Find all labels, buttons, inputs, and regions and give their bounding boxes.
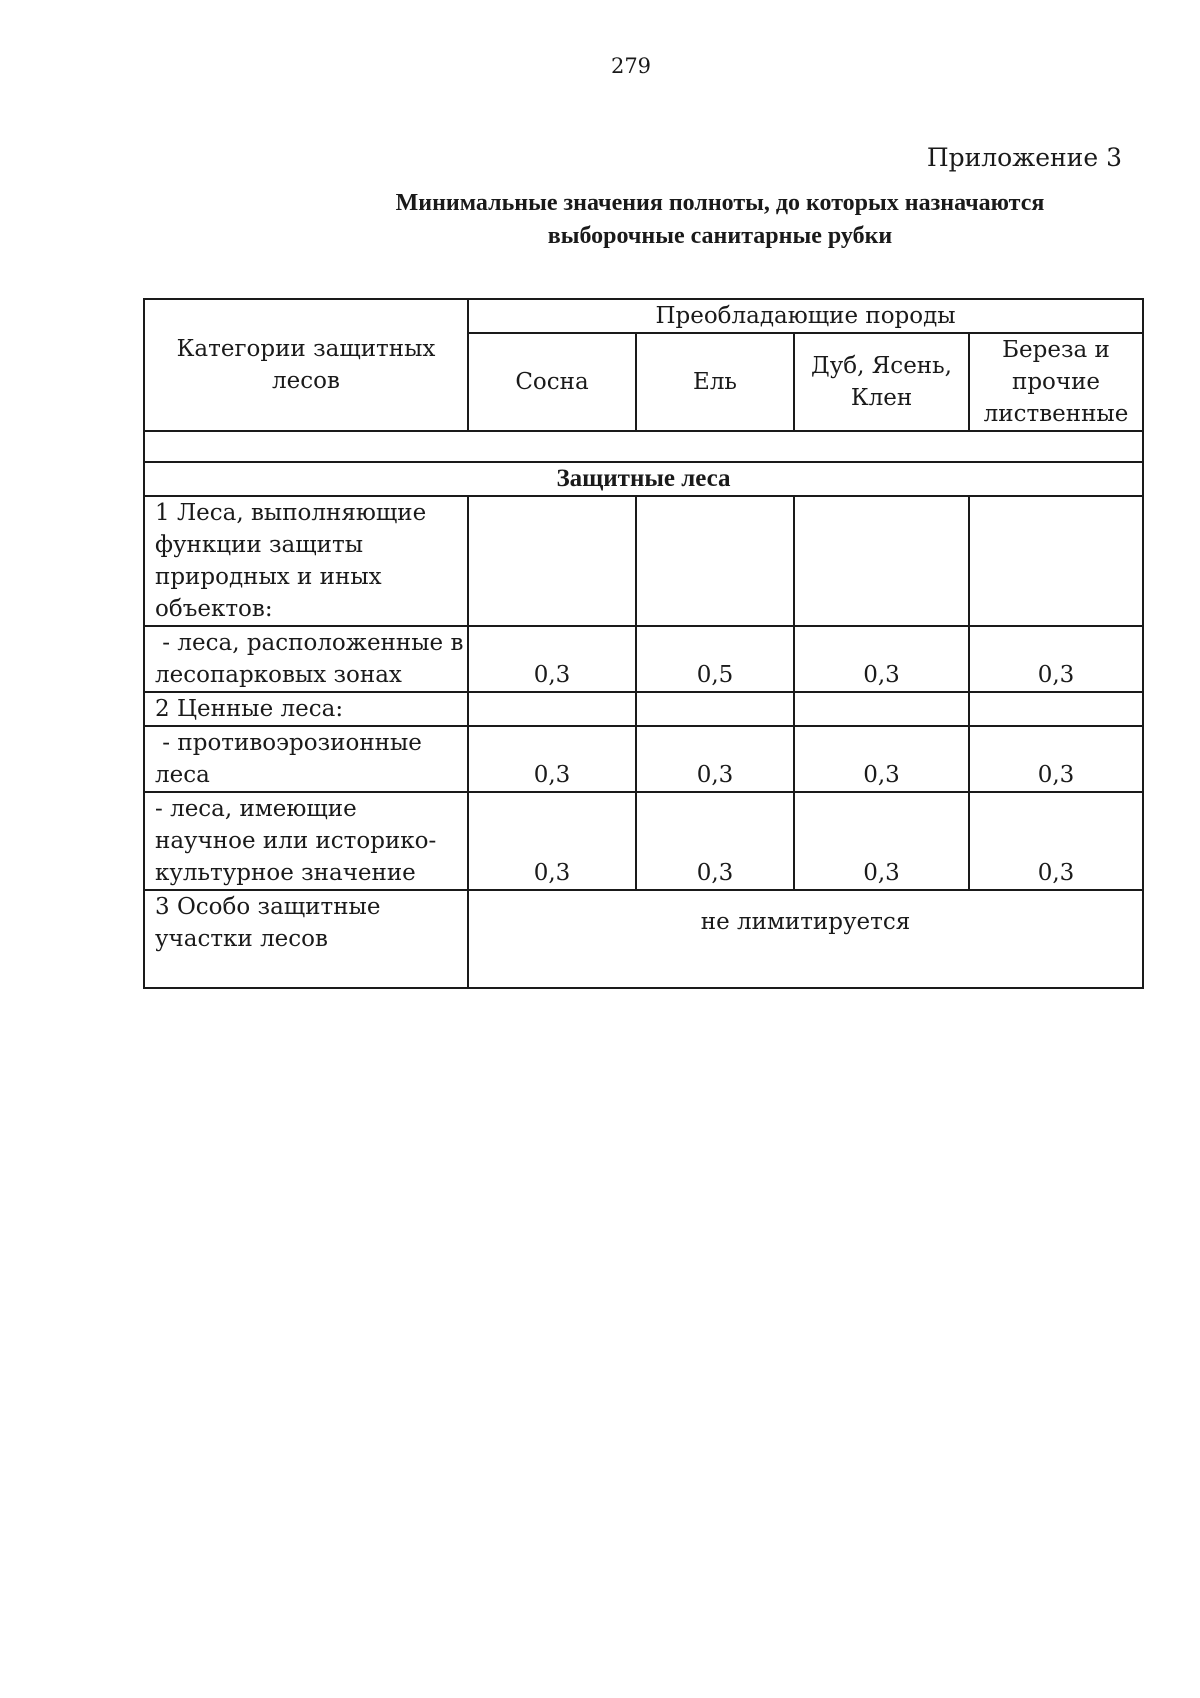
value-cell <box>969 692 1143 726</box>
table-row <box>144 792 1143 890</box>
species-group-header: Преобладающие породы <box>468 299 1143 333</box>
column-header-line: лиственные <box>983 401 1129 427</box>
value-cell <box>636 692 794 726</box>
column-header-line: Сосна <box>515 369 589 395</box>
row-label-line: природных и иных <box>155 564 382 590</box>
row-label-line: леса <box>155 762 210 788</box>
appendix-label: Приложение 3 <box>926 143 1122 172</box>
value-cell: 0,3 <box>468 726 636 792</box>
value-cell: 0,3 <box>636 792 794 890</box>
column-header-spruce <box>636 333 794 431</box>
row-label-line: - противоэрозионные <box>155 730 422 756</box>
row-label-line: участки лесов <box>155 926 328 952</box>
row-label <box>144 692 468 726</box>
value-cell: 0,3 <box>794 726 969 792</box>
row-label <box>144 496 468 626</box>
value-cell: 0,3 <box>468 626 636 692</box>
row-label-line: лесопарковых зонах <box>155 662 402 688</box>
column-header-line: Береза и <box>1002 337 1110 363</box>
empty-spacer-row <box>144 431 1143 462</box>
value-cell: 0,3 <box>969 792 1143 890</box>
value-cell <box>794 692 969 726</box>
value-cell: 0,3 <box>636 726 794 792</box>
row-label-line: 2 Ценные леса: <box>155 696 344 722</box>
value-cell: 0,3 <box>794 626 969 692</box>
row-label-line: 3 Особо защитные <box>155 894 381 920</box>
row-label-line: 1 Леса, выполняющие <box>155 500 427 526</box>
table-row <box>144 692 1143 726</box>
value-cell: 0,3 <box>794 792 969 890</box>
document-title <box>230 187 1200 253</box>
table-row <box>144 496 1143 626</box>
column-header-line: Ель <box>693 369 737 395</box>
category-header-line: Категории защитных <box>176 336 436 362</box>
value-cell <box>468 692 636 726</box>
row-label <box>144 890 468 988</box>
category-header <box>144 299 468 431</box>
value-cell <box>468 496 636 626</box>
row-label-line: - леса, расположенные в <box>155 630 464 656</box>
value-cell: 0,3 <box>969 626 1143 692</box>
column-header-line: Клен <box>850 385 913 411</box>
column-header-pine <box>468 333 636 431</box>
column-header-line: прочие <box>1012 369 1101 395</box>
value-cell: 0,3 <box>468 792 636 890</box>
page-number: 279 <box>610 54 652 78</box>
value-cell <box>794 496 969 626</box>
value-cell: 0,5 <box>636 626 794 692</box>
category-header-line: лесов <box>272 368 340 394</box>
title-line: выборочные санитарные рубки <box>547 223 893 249</box>
table-row <box>144 726 1143 792</box>
row-label <box>144 626 468 692</box>
value-cell: 0,3 <box>969 726 1143 792</box>
column-header-oak <box>794 333 969 431</box>
density-table <box>143 298 1144 989</box>
table-row <box>144 890 1143 988</box>
value-cell <box>969 496 1143 626</box>
row-label-line: объектов: <box>155 596 273 622</box>
row-label-line: культурное значение <box>155 860 416 886</box>
section-title: Защитные леса <box>144 462 1143 496</box>
value-cell <box>636 496 794 626</box>
row-label-line: - леса, имеющие <box>155 796 357 822</box>
column-header-birch <box>969 333 1143 431</box>
row-label <box>144 792 468 890</box>
not-limited-note: не лимитируется <box>468 890 1143 988</box>
column-header-line: Дуб, Ясень, <box>811 353 952 379</box>
table-row <box>144 626 1143 692</box>
row-label-line: научное или историко- <box>155 828 437 854</box>
title-line: Минимальные значения полноты, до которых назначаются <box>395 190 1045 216</box>
row-label <box>144 726 468 792</box>
row-label-line: функции защиты <box>155 532 363 558</box>
